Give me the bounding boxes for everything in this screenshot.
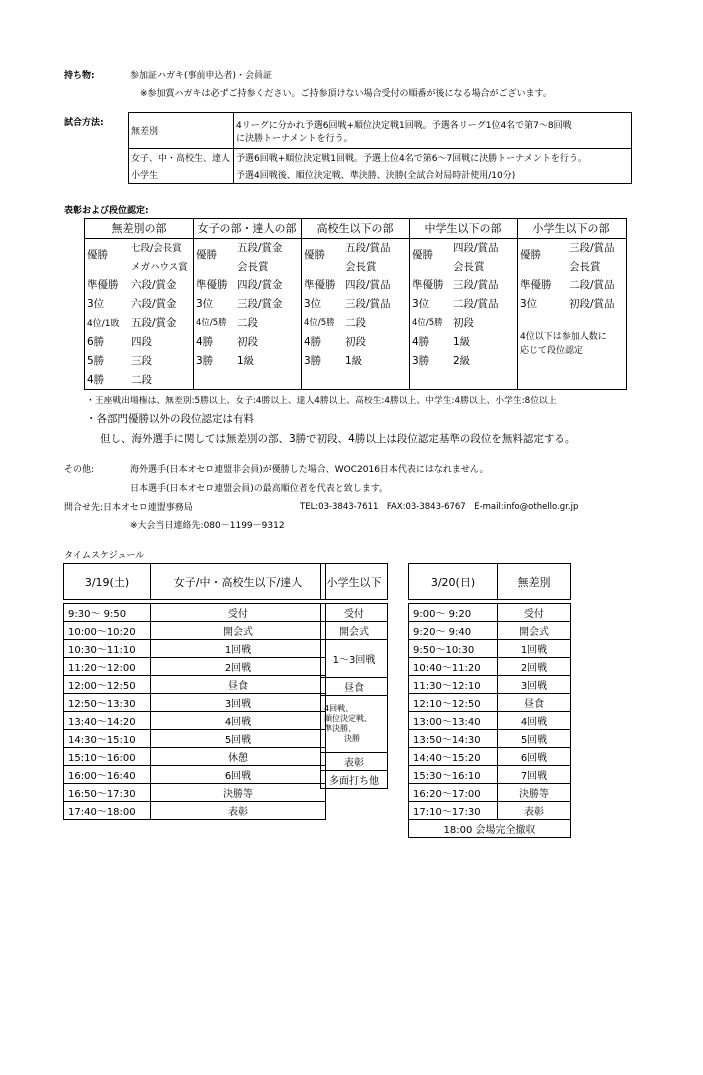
award-rank: 3位 — [87, 298, 105, 310]
time-cell: 15:30～16:10 — [409, 766, 498, 784]
event-cell: 開会式 — [498, 622, 571, 640]
elem-cell: 4回戦、 順位決定戦、 準決勝、 決勝 — [321, 696, 388, 753]
award-rank: 4勝 — [87, 374, 105, 386]
day2-date: 3/20(日) — [409, 564, 498, 600]
award-rank: 優勝 — [196, 249, 217, 261]
award-rank: 4勝 — [304, 336, 322, 348]
event-cell: 決勝等 — [498, 784, 571, 802]
time-cell: 10:40～11:20 — [409, 658, 498, 676]
award-rank: 優勝 — [87, 249, 108, 261]
awards-note: ・各部門優勝以外の段位認定は有料 — [86, 413, 254, 425]
event-cell: 3回戦 — [151, 694, 326, 712]
method-cat: 女子、中・高校生、達人 — [129, 149, 234, 166]
awards-table — [84, 218, 627, 390]
time-cell: 17:10～17:30 — [409, 802, 498, 820]
event-cell: 1回戦 — [498, 640, 571, 658]
event-cell: 6回戦 — [151, 766, 326, 784]
time-cell: 16:50～17:30 — [64, 784, 151, 802]
items-note: ※参加賞ハガキは必ずご持参ください。ご持参頂けない場合受付の順番が後になる場合がございます。 — [140, 89, 552, 99]
award-prize: 三段 — [131, 355, 152, 367]
event-cell: 休憩 — [151, 748, 326, 766]
award-rank: 4位/1敗 — [87, 319, 120, 329]
time-cell: 13:00～13:40 — [409, 712, 498, 730]
time-cell: 17:40～18:00 — [64, 802, 151, 820]
award-rank: 3勝 — [412, 355, 430, 367]
award-header: 無差別の部 — [111, 222, 167, 235]
award-rank: 準優勝 — [87, 279, 119, 291]
award-rank: 6勝 — [87, 336, 105, 348]
award-prize: 七段/会長賞 — [131, 243, 182, 254]
event-cell: 5回戦 — [151, 730, 326, 748]
method-cat: 無差別 — [129, 113, 234, 149]
award-rank: 3位 — [520, 298, 538, 310]
schedule-day1-elem — [320, 563, 388, 789]
day1-col-b: 小学生以下 — [321, 564, 388, 600]
event-cell: 決勝等 — [151, 784, 326, 802]
award-prize: 1級 — [345, 355, 363, 367]
contact-emergency: ※大会当日連絡先:080－1199－9312 — [130, 521, 285, 531]
award-prize: 四段/賞金 — [237, 279, 283, 291]
schedule-title: タイムスケジュール — [64, 551, 145, 561]
time-cell: 13:50～14:30 — [409, 730, 498, 748]
award-prize: 会長賞 — [569, 261, 601, 273]
event-cell: 5回戦 — [498, 730, 571, 748]
event-cell: 表彰 — [151, 802, 326, 820]
award-rank: 準優勝 — [412, 279, 444, 291]
award-rank: 準優勝 — [196, 279, 228, 291]
award-prize: 初段/賞品 — [569, 298, 615, 310]
event-cell: 2回戦 — [498, 658, 571, 676]
time-cell: 12:10～12:50 — [409, 694, 498, 712]
award-header: 高校生以下の部 — [316, 222, 394, 235]
award-prize: 四段/賞品 — [345, 279, 391, 291]
time-cell: 10:00～10:20 — [64, 622, 151, 640]
elem-cell: 多面打ち他 — [321, 771, 388, 789]
other-line: 日本選手(日本オセロ連盟会員)の最高順位者を代表と致します。 — [130, 484, 389, 494]
award-prize: 五段/賞品 — [345, 242, 391, 254]
time-cell: 12:50～13:30 — [64, 694, 151, 712]
event-cell: 6回戦 — [498, 748, 571, 766]
award-prize: 六段/賞金 — [131, 279, 177, 291]
award-prize: 会長賞 — [345, 261, 377, 273]
time-cell: 15:10～16:00 — [64, 748, 151, 766]
award-prize: 三段/賞金 — [237, 298, 283, 310]
award-rank: 優勝 — [520, 249, 541, 261]
award-prize: 会長賞 — [453, 261, 485, 273]
time-cell: 10:30～11:10 — [64, 640, 151, 658]
schedule-day1 — [63, 563, 326, 820]
award-rank: 4位/5勝 — [304, 318, 335, 328]
method-cat: 小学生 — [129, 166, 234, 184]
event-cell: 3回戦 — [498, 676, 571, 694]
award-prize: 2級 — [453, 355, 471, 367]
award-header: 中学生以下の部 — [424, 222, 502, 235]
items-value: 参加証ハガキ(事前申込者)・会員証 — [130, 71, 273, 81]
contact-info: TEL:03-3843-7611 FAX:03-3843-6767 E-mail:info@othello.gr.jp — [300, 502, 579, 512]
award-note: 4位以下は参加人数に — [520, 332, 607, 342]
items-label: 持ち物: — [64, 71, 95, 81]
event-cell: 2回戦 — [151, 658, 326, 676]
award-header: 女子の部・達人の部 — [197, 222, 297, 235]
award-prize: 初段 — [345, 336, 366, 348]
award-prize: 二段 — [237, 317, 258, 329]
method-table — [128, 112, 632, 184]
method-label: 試合方法: — [64, 118, 104, 128]
event-cell: 昼食 — [498, 694, 571, 712]
event-cell: 4回戦 — [498, 712, 571, 730]
day1-date: 3/19(土) — [64, 564, 151, 600]
elem-cell: 昼食 — [321, 678, 388, 696]
award-rank: 3勝 — [304, 355, 322, 367]
time-cell: 16:00～16:40 — [64, 766, 151, 784]
award-prize: 五段/賞金 — [237, 242, 283, 254]
time-cell: 12:00～12:50 — [64, 676, 151, 694]
schedule-day2 — [408, 563, 571, 838]
event-cell: 7回戦 — [498, 766, 571, 784]
time-cell: 9:00～ 9:20 — [409, 604, 498, 622]
day1-col-a: 女子/中・高校生以下/達人 — [151, 564, 326, 600]
time-cell: 16:20～17:00 — [409, 784, 498, 802]
time-cell: 14:40～15:20 — [409, 748, 498, 766]
award-rank: 優勝 — [412, 249, 433, 261]
elem-cell: 1～3回戦 — [321, 640, 388, 678]
contact-label: 問合せ先:日本オセロ連盟事務局 — [64, 503, 193, 513]
award-rank: 4位/5勝 — [412, 318, 443, 328]
other-label: その他: — [64, 465, 95, 475]
elem-cell: 受付 — [321, 604, 388, 622]
elem-cell: 開会式 — [321, 622, 388, 640]
awards-note: 但し、海外選手に関しては無差別の部、3勝で初段、4勝以上は段位認定基準の段位を無料認定する。 — [100, 433, 576, 445]
time-cell: 14:30～15:10 — [64, 730, 151, 748]
method-desc: 予選6回戦+順位決定戦1回戦。予選上位4名で第6～7回戦に決勝トーナメントを行う。 — [234, 149, 632, 166]
award-rank: 準優勝 — [520, 279, 552, 291]
event-cell: 受付 — [498, 604, 571, 622]
award-prize: 二段/賞品 — [569, 279, 615, 291]
award-prize: 1級 — [237, 355, 255, 367]
award-note: 応じて段位認定 — [520, 346, 584, 356]
event-cell: 4回戦 — [151, 712, 326, 730]
event-cell: 1回戦 — [151, 640, 326, 658]
method-desc: 4リーグに分かれ予選6回戦+順位決定戦1回戦。予選各リーグ1位4名で第7～8回戦 に決勝トーナメントを行う。 — [234, 113, 632, 149]
method-desc: 予選4回戦後、順位決定戦、準決勝、決勝(全試合対局時計使用/10分) — [234, 166, 632, 184]
award-rank: 3位 — [412, 298, 430, 310]
awards-label: 表彰および段位認定: — [64, 206, 149, 216]
award-prize: 二段 — [345, 317, 366, 329]
day2-footer: 18:00 会場完全撤収 — [409, 820, 571, 838]
time-cell: 13:40～14:20 — [64, 712, 151, 730]
event-cell: 表彰 — [498, 802, 571, 820]
event-cell: 昼食 — [151, 676, 326, 694]
award-prize: 会長賞 — [237, 261, 269, 273]
other-line: 海外選手(日本オセロ連盟非会員)が優勝した場合、WOC2016日本代表にはなれません。 — [130, 465, 489, 475]
time-cell: 9:20～ 9:40 — [409, 622, 498, 640]
time-cell: 11:20～12:00 — [64, 658, 151, 676]
award-prize: メガハウス賞 — [131, 262, 188, 273]
day2-col: 無差別 — [498, 564, 571, 600]
elem-cell: 表彰 — [321, 753, 388, 771]
award-rank: 準優勝 — [304, 279, 336, 291]
time-cell: 9:30～ 9:50 — [64, 604, 151, 622]
award-rank: 4勝 — [196, 336, 214, 348]
award-rank: 3勝 — [196, 355, 214, 367]
award-prize: 初段 — [453, 317, 474, 329]
event-cell: 受付 — [151, 604, 326, 622]
time-cell: 11:30～12:10 — [409, 676, 498, 694]
award-prize: 二段 — [131, 374, 152, 386]
award-prize: 五段/賞金 — [131, 317, 177, 329]
award-rank: 5勝 — [87, 355, 105, 367]
award-prize: 四段/賞品 — [453, 242, 499, 254]
award-rank: 4位/5勝 — [196, 318, 227, 328]
award-prize: 三段/賞品 — [569, 242, 615, 254]
award-rank: 3位 — [196, 298, 214, 310]
time-cell: 9:50～10:30 — [409, 640, 498, 658]
award-prize: 四段 — [131, 336, 152, 348]
awards-note: ・王座戦出場権は、無差別:5勝以上、女子:4勝以上、達人4勝以上、高校生:4勝以上、中学生:4勝以上、小学生:8位以上 — [86, 396, 557, 406]
award-header: 小学生以下の部 — [532, 222, 610, 235]
award-prize: 三段/賞品 — [345, 298, 391, 310]
event-cell: 開会式 — [151, 622, 326, 640]
award-rank: 4勝 — [412, 336, 430, 348]
award-prize: 三段/賞品 — [453, 279, 499, 291]
award-prize: 1級 — [453, 336, 471, 348]
award-rank: 優勝 — [304, 249, 325, 261]
award-rank: 3位 — [304, 298, 322, 310]
award-prize: 初段 — [237, 336, 258, 348]
award-prize: 二段/賞品 — [453, 298, 499, 310]
award-prize: 六段/賞金 — [131, 298, 177, 310]
